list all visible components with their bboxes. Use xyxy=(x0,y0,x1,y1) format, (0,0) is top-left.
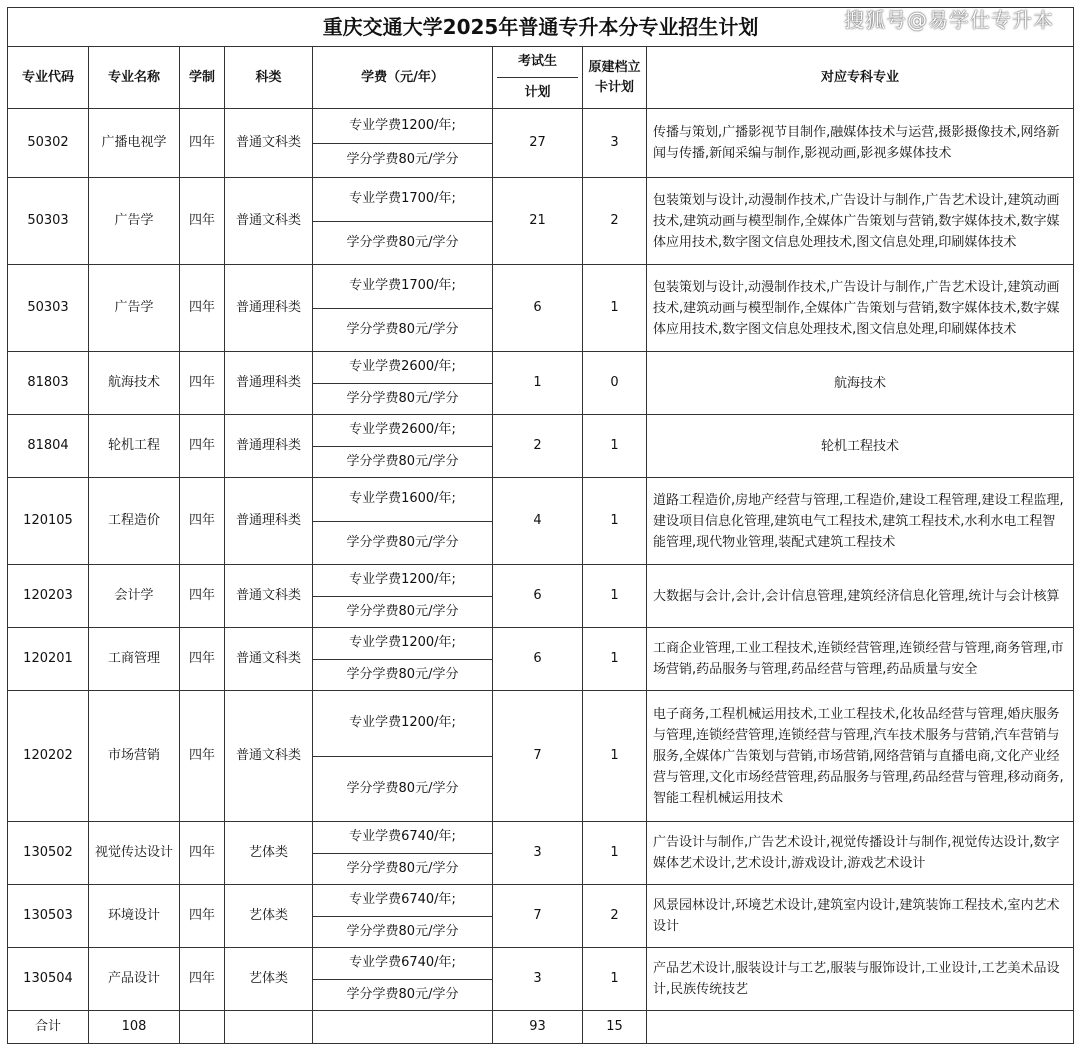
duration: 四年 xyxy=(180,885,225,948)
table-row xyxy=(8,691,1074,822)
header-category: 科类 xyxy=(225,47,313,109)
major-name: 广告学 xyxy=(89,178,180,265)
duration: 四年 xyxy=(180,565,225,628)
total-count: 108 xyxy=(89,1011,180,1044)
header-card: 原建档立卡计划 xyxy=(583,47,647,109)
exam-plan: 4 xyxy=(493,478,583,565)
category: 普通理科类 xyxy=(225,478,313,565)
credit-tuition: 学分学费80元/学分 xyxy=(313,596,492,628)
header-duration: 学制 xyxy=(180,47,225,109)
source-watermark: 搜狐号@易学仕专升本 xyxy=(844,8,1054,32)
card-plan: 1 xyxy=(583,565,647,628)
exam-plan: 7 xyxy=(493,691,583,822)
exam-plan: 2 xyxy=(493,415,583,478)
category: 艺体类 xyxy=(225,822,313,885)
table-row xyxy=(8,822,1074,885)
credit-tuition: 学分学费80元/学分 xyxy=(313,308,492,352)
tuition-cell xyxy=(313,415,493,478)
duration: 四年 xyxy=(180,478,225,565)
major-code: 120105 xyxy=(8,478,89,565)
duration: 四年 xyxy=(180,265,225,352)
exam-plan: 21 xyxy=(493,178,583,265)
major-tuition: 专业学费1700/年; xyxy=(349,191,456,207)
table-row xyxy=(8,948,1074,1011)
major-name: 轮机工程 xyxy=(89,415,180,478)
header-code: 专业代码 xyxy=(8,47,89,109)
total-row xyxy=(8,1011,1074,1044)
table-row xyxy=(8,265,1074,352)
table-title: 重庆交通大学2025年普通专升本分专业招生计划 xyxy=(8,8,1074,47)
credit-tuition: 学分学费80元/学分 xyxy=(313,383,492,415)
major-code: 50303 xyxy=(8,178,89,265)
tuition-cell xyxy=(313,885,493,948)
major-code: 81804 xyxy=(8,415,89,478)
category: 普通文科类 xyxy=(225,109,313,178)
card-plan: 1 xyxy=(583,628,647,691)
exam-plan: 6 xyxy=(493,565,583,628)
duration: 四年 xyxy=(180,352,225,415)
related-majors: 风景园林设计,环境艺术设计,建筑室内设计,建筑装饰工程技术,室内艺术设计 xyxy=(647,885,1074,948)
exam-plan: 6 xyxy=(493,628,583,691)
total-empty xyxy=(647,1011,1074,1044)
total-empty xyxy=(313,1011,493,1044)
category: 普通理科类 xyxy=(225,265,313,352)
major-code: 50302 xyxy=(8,109,89,178)
table-row xyxy=(8,415,1074,478)
duration: 四年 xyxy=(180,178,225,265)
duration: 四年 xyxy=(180,109,225,178)
major-name: 视觉传达设计 xyxy=(89,822,180,885)
card-plan: 3 xyxy=(583,109,647,178)
major-tuition: 专业学费1600/年; xyxy=(349,491,456,507)
credit-tuition: 学分学费80元/学分 xyxy=(313,659,492,691)
major-tuition: 专业学费1200/年; xyxy=(349,117,456,133)
total-card: 15 xyxy=(583,1011,647,1044)
category: 普通文科类 xyxy=(225,565,313,628)
major-tuition: 专业学费2600/年; xyxy=(349,359,456,375)
major-name: 工商管理 xyxy=(89,628,180,691)
major-name: 广播电视学 xyxy=(89,109,180,178)
related-majors: 工商企业管理,工业工程技术,连锁经营管理,连锁经营与管理,商务管理,市场营销,药品服务与管理,药品经营与管理,药品质量与安全 xyxy=(647,628,1074,691)
header-majors: 对应专科专业 xyxy=(647,47,1074,109)
major-name: 工程造价 xyxy=(89,478,180,565)
major-tuition: 专业学费6740/年; xyxy=(349,829,456,845)
card-plan: 1 xyxy=(583,691,647,822)
major-name: 环境设计 xyxy=(89,885,180,948)
related-majors: 产品艺术设计,服装设计与工艺,服装与服饰设计,工业设计,工艺美术品设计,民族传统技艺 xyxy=(647,948,1074,1011)
table-row xyxy=(8,885,1074,948)
exam-plan: 6 xyxy=(493,265,583,352)
header-fee: 学费（元/年） xyxy=(313,47,493,109)
exam-plan: 1 xyxy=(493,352,583,415)
category: 艺体类 xyxy=(225,948,313,1011)
major-code: 120201 xyxy=(8,628,89,691)
table-row xyxy=(8,109,1074,178)
major-code: 130502 xyxy=(8,822,89,885)
card-plan: 0 xyxy=(583,352,647,415)
major-tuition: 专业学费1200/年; xyxy=(349,572,456,588)
related-majors: 航海技术 xyxy=(647,352,1074,415)
related-majors: 传播与策划,广播影视节目制作,融媒体技术与运营,摄影摄像技术,网络新闻与传播,新闻采编与制作,影视动画,影视多媒体技术 xyxy=(647,109,1074,178)
major-code: 130504 xyxy=(8,948,89,1011)
tuition-cell xyxy=(313,178,493,265)
exam-plan: 7 xyxy=(493,885,583,948)
related-majors: 包装策划与设计,动漫制作技术,广告设计与制作,广告艺术设计,建筑动画技术,建筑动画与模型制作,全媒体广告策划与营销,数字媒体技术,数字媒体应用技术,数字图文信息处理技术,图文信息处理,印刷媒体技术 xyxy=(647,178,1074,265)
enrollment-plan-table xyxy=(7,7,1074,1044)
major-name: 会计学 xyxy=(89,565,180,628)
table-row xyxy=(8,565,1074,628)
major-name: 广告学 xyxy=(89,265,180,352)
category: 艺体类 xyxy=(225,885,313,948)
exam-plan: 27 xyxy=(493,109,583,178)
related-majors: 电子商务,工程机械运用技术,工业工程技术,化妆品经营与管理,婚庆服务与管理,连锁经营管理,连锁经营与管理,汽车技术服务与营销,汽车营销与服务,全媒体广告策划与营销,市场营销,网络营销与直播电商,文化产业经营与管理,文化市场经营管理,药品服务与管理,药品经营与管理,移动商务,智能工程机械运用技术 xyxy=(647,691,1074,822)
credit-tuition: 学分学费80元/学分 xyxy=(313,756,492,822)
major-code: 120203 xyxy=(8,565,89,628)
major-tuition: 专业学费1700/年; xyxy=(349,278,456,294)
major-tuition: 专业学费6740/年; xyxy=(349,892,456,908)
major-tuition: 专业学费2600/年; xyxy=(349,422,456,438)
card-plan: 1 xyxy=(583,265,647,352)
tuition-cell xyxy=(313,565,493,628)
exam-plan: 3 xyxy=(493,948,583,1011)
duration: 四年 xyxy=(180,822,225,885)
header-exam-bottom: 计划 xyxy=(497,77,578,108)
total-exam: 93 xyxy=(493,1011,583,1044)
major-code: 81803 xyxy=(8,352,89,415)
tuition-cell xyxy=(313,822,493,885)
tuition-cell xyxy=(313,691,493,822)
credit-tuition: 学分学费80元/学分 xyxy=(313,916,492,948)
credit-tuition: 学分学费80元/学分 xyxy=(313,853,492,885)
header-exam-top: 考试生 xyxy=(517,54,557,69)
header-exam xyxy=(493,47,583,109)
credit-tuition: 学分学费80元/学分 xyxy=(313,979,492,1011)
related-majors: 包装策划与设计,动漫制作技术,广告设计与制作,广告艺术设计,建筑动画技术,建筑动画与模型制作,全媒体广告策划与营销,数字媒体技术,数字媒体应用技术,数字图文信息处理技术,图文信息处理,印刷媒体技术 xyxy=(647,265,1074,352)
credit-tuition: 学分学费80元/学分 xyxy=(313,521,492,565)
major-code: 50303 xyxy=(8,265,89,352)
table-row xyxy=(8,478,1074,565)
total-empty xyxy=(225,1011,313,1044)
category: 普通理科类 xyxy=(225,415,313,478)
category: 普通文科类 xyxy=(225,628,313,691)
total-label: 合计 xyxy=(8,1011,89,1044)
major-tuition: 专业学费1200/年; xyxy=(349,715,456,731)
credit-tuition: 学分学费80元/学分 xyxy=(313,446,492,478)
table-row xyxy=(8,352,1074,415)
duration: 四年 xyxy=(180,691,225,822)
exam-plan: 3 xyxy=(493,822,583,885)
header-name: 专业名称 xyxy=(89,47,180,109)
major-tuition: 专业学费1200/年; xyxy=(349,635,456,651)
card-plan: 1 xyxy=(583,822,647,885)
card-plan: 2 xyxy=(583,885,647,948)
credit-tuition: 学分学费80元/学分 xyxy=(313,221,492,265)
major-tuition: 专业学费6740/年; xyxy=(349,955,456,971)
category: 普通文科类 xyxy=(225,178,313,265)
tuition-cell xyxy=(313,265,493,352)
major-name: 航海技术 xyxy=(89,352,180,415)
duration: 四年 xyxy=(180,628,225,691)
tuition-cell xyxy=(313,478,493,565)
card-plan: 1 xyxy=(583,415,647,478)
card-plan: 2 xyxy=(583,178,647,265)
category: 普通理科类 xyxy=(225,352,313,415)
table-row xyxy=(8,178,1074,265)
card-plan: 1 xyxy=(583,478,647,565)
card-plan: 1 xyxy=(583,948,647,1011)
related-majors: 广告设计与制作,广告艺术设计,视觉传播设计与制作,视觉传达设计,数字媒体艺术设计,艺术设计,游戏设计,游戏艺术设计 xyxy=(647,822,1074,885)
tuition-cell xyxy=(313,109,493,178)
related-majors: 大数据与会计,会计,会计信息管理,建筑经济信息化管理,统计与会计核算 xyxy=(647,565,1074,628)
major-code: 130503 xyxy=(8,885,89,948)
tuition-cell xyxy=(313,948,493,1011)
duration: 四年 xyxy=(180,415,225,478)
credit-tuition: 学分学费80元/学分 xyxy=(313,143,492,178)
category: 普通文科类 xyxy=(225,691,313,822)
total-empty xyxy=(180,1011,225,1044)
table-row xyxy=(8,628,1074,691)
major-name: 产品设计 xyxy=(89,948,180,1011)
major-code: 120202 xyxy=(8,691,89,822)
duration: 四年 xyxy=(180,948,225,1011)
related-majors: 轮机工程技术 xyxy=(647,415,1074,478)
related-majors: 道路工程造价,房地产经营与管理,工程造价,建设工程管理,建设工程监理,建设项目信息化管理,建筑电气工程技术,建筑工程技术,水利水电工程智能管理,现代物业管理,装配式建筑工程技术 xyxy=(647,478,1074,565)
tuition-cell xyxy=(313,352,493,415)
major-name: 市场营销 xyxy=(89,691,180,822)
tuition-cell xyxy=(313,628,493,691)
